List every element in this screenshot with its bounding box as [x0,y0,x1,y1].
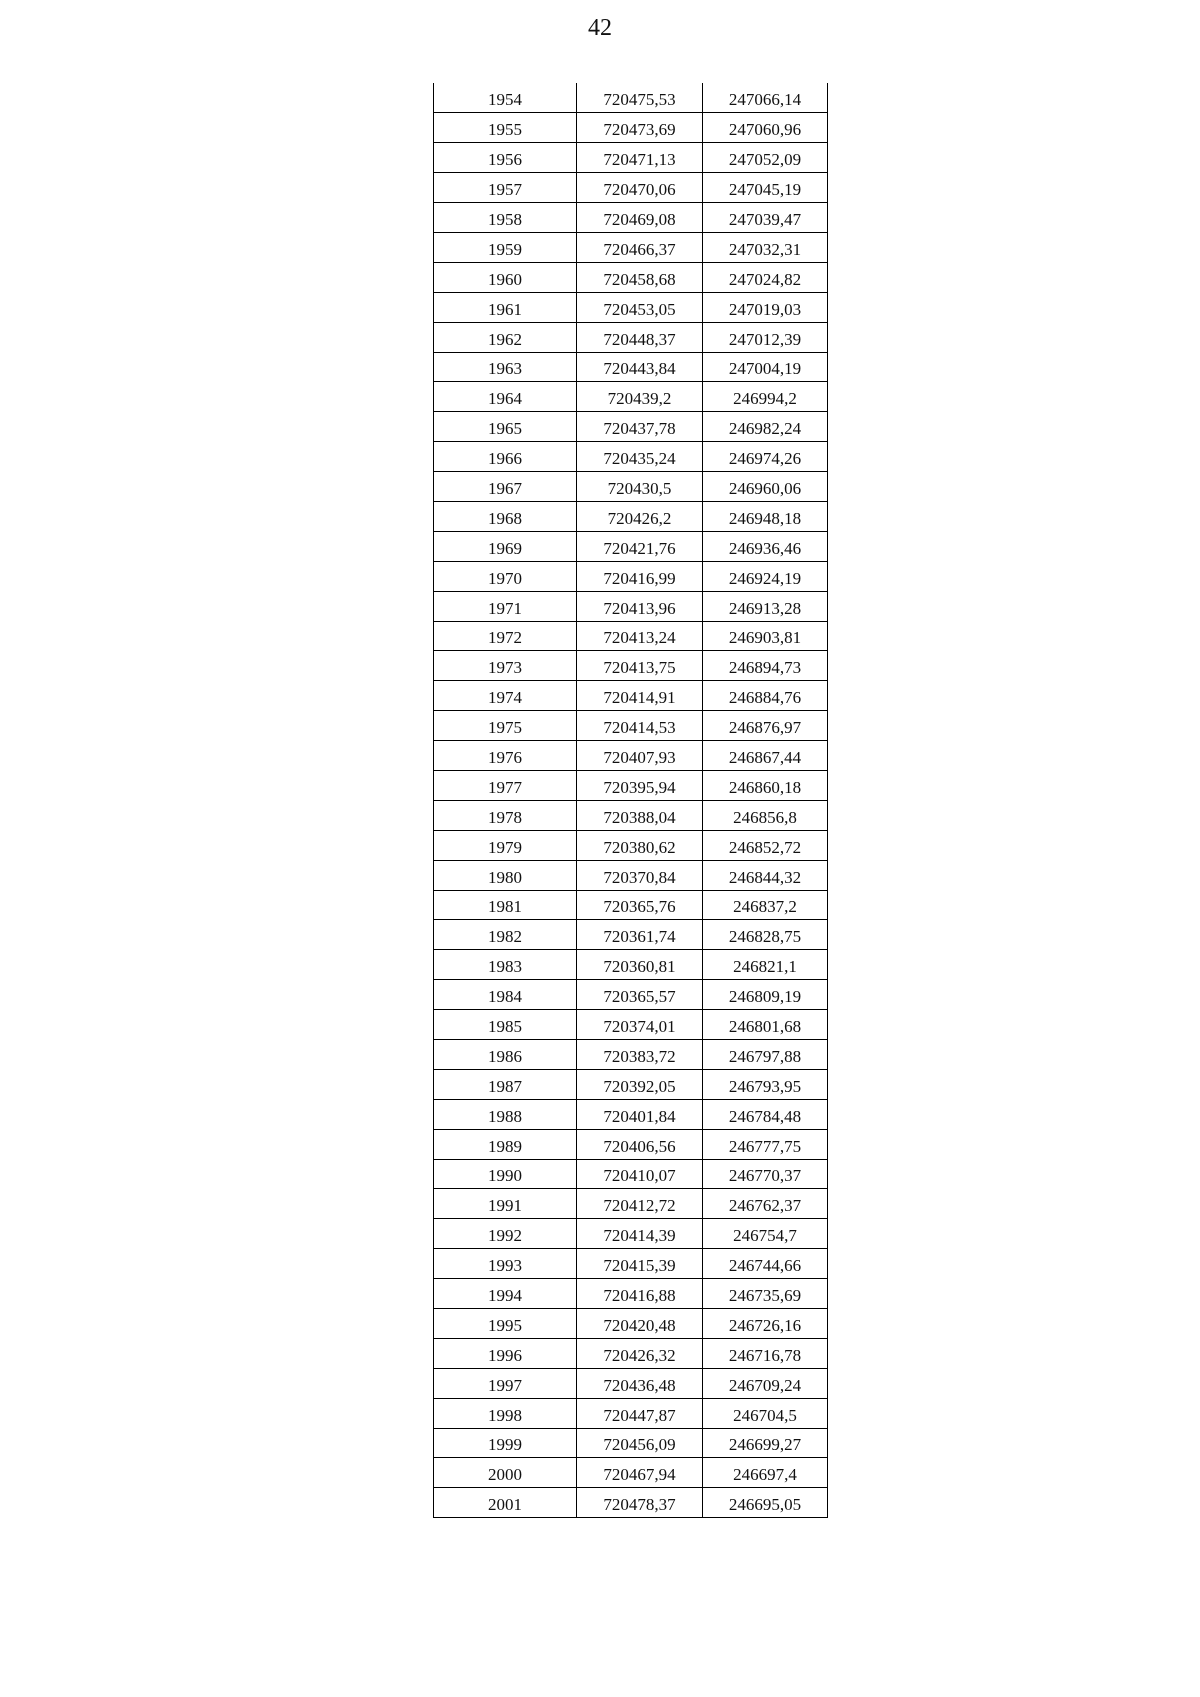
table-row [434,681,828,711]
y-coordinate-cell: 247004,19 [703,352,828,382]
point-number-cell: 1967 [434,472,577,502]
y-coordinate-cell: 246860,18 [703,770,828,800]
point-number-cell: 1985 [434,1010,577,1040]
point-number-cell: 1986 [434,1040,577,1070]
point-number-cell: 1960 [434,262,577,292]
x-coordinate-cell: 720395,94 [577,770,703,800]
point-number-cell: 1976 [434,741,577,771]
y-coordinate-cell: 247052,09 [703,143,828,173]
table-row [434,203,828,233]
x-coordinate-cell: 720401,84 [577,1099,703,1129]
table-row [434,442,828,472]
point-number-cell: 1979 [434,830,577,860]
point-number-cell: 1996 [434,1338,577,1368]
x-coordinate-cell: 720439,2 [577,382,703,412]
y-coordinate-cell: 246709,24 [703,1368,828,1398]
y-coordinate-cell: 246856,8 [703,800,828,830]
point-number-cell: 1966 [434,442,577,472]
point-number-cell: 1990 [434,1159,577,1189]
x-coordinate-cell: 720412,72 [577,1189,703,1219]
x-coordinate-cell: 720413,75 [577,651,703,681]
y-coordinate-cell: 246903,81 [703,621,828,651]
x-coordinate-cell: 720374,01 [577,1010,703,1040]
x-coordinate-cell: 720365,76 [577,890,703,920]
x-coordinate-cell: 720383,72 [577,1040,703,1070]
table-row [434,1040,828,1070]
x-coordinate-cell: 720416,99 [577,561,703,591]
y-coordinate-cell: 246960,06 [703,472,828,502]
x-coordinate-cell: 720365,57 [577,980,703,1010]
y-coordinate-cell: 246770,37 [703,1159,828,1189]
table-row [434,711,828,741]
point-number-cell: 1954 [434,83,577,113]
x-coordinate-cell: 720421,76 [577,531,703,561]
table-row [434,890,828,920]
point-number-cell: 2001 [434,1488,577,1518]
table-row [434,1458,828,1488]
point-number-cell: 1995 [434,1309,577,1339]
point-number-cell: 1968 [434,501,577,531]
table-row [434,262,828,292]
point-number-cell: 1981 [434,890,577,920]
table-row [434,531,828,561]
x-coordinate-cell: 720448,37 [577,322,703,352]
y-coordinate-cell: 246735,69 [703,1279,828,1309]
table-row [434,980,828,1010]
x-coordinate-cell: 720453,05 [577,292,703,322]
table-row [434,920,828,950]
x-coordinate-cell: 720470,06 [577,173,703,203]
table-row [434,1368,828,1398]
x-coordinate-cell: 720466,37 [577,232,703,262]
table-row [434,830,828,860]
point-number-cell: 1971 [434,591,577,621]
table-row [434,1428,828,1458]
x-coordinate-cell: 720406,56 [577,1129,703,1159]
point-number-cell: 2000 [434,1458,577,1488]
y-coordinate-cell: 246695,05 [703,1488,828,1518]
x-coordinate-cell: 720415,39 [577,1249,703,1279]
y-coordinate-cell: 246821,1 [703,950,828,980]
y-coordinate-cell: 247024,82 [703,262,828,292]
point-number-cell: 1993 [434,1249,577,1279]
y-coordinate-cell: 247019,03 [703,292,828,322]
table-row [434,83,828,113]
point-number-cell: 1977 [434,770,577,800]
point-number-cell: 1958 [434,203,577,233]
table-row [434,1159,828,1189]
y-coordinate-cell: 246716,78 [703,1338,828,1368]
point-number-cell: 1974 [434,681,577,711]
table-row [434,1189,828,1219]
point-number-cell: 1961 [434,292,577,322]
table-row [434,1398,828,1428]
y-coordinate-cell: 246982,24 [703,412,828,442]
table-row [434,1219,828,1249]
y-coordinate-cell: 246754,7 [703,1219,828,1249]
x-coordinate-cell: 720430,5 [577,472,703,502]
coordinates-table [433,83,828,1518]
y-coordinate-cell: 246801,68 [703,1010,828,1040]
x-coordinate-cell: 720388,04 [577,800,703,830]
y-coordinate-cell: 247012,39 [703,322,828,352]
table-row [434,1249,828,1279]
table-row [434,1488,828,1518]
table-row [434,1010,828,1040]
x-coordinate-cell: 720435,24 [577,442,703,472]
point-number-cell: 1988 [434,1099,577,1129]
x-coordinate-cell: 720407,93 [577,741,703,771]
point-number-cell: 1998 [434,1398,577,1428]
table-row [434,292,828,322]
y-coordinate-cell: 246994,2 [703,382,828,412]
table-row [434,770,828,800]
x-coordinate-cell: 720471,13 [577,143,703,173]
point-number-cell: 1984 [434,980,577,1010]
y-coordinate-cell: 246797,88 [703,1040,828,1070]
x-coordinate-cell: 720414,91 [577,681,703,711]
table-row [434,352,828,382]
x-coordinate-cell: 720413,96 [577,591,703,621]
y-coordinate-cell: 246852,72 [703,830,828,860]
x-coordinate-cell: 720413,24 [577,621,703,651]
x-coordinate-cell: 720447,87 [577,1398,703,1428]
y-coordinate-cell: 246948,18 [703,501,828,531]
x-coordinate-cell: 720478,37 [577,1488,703,1518]
point-number-cell: 1972 [434,621,577,651]
table-row [434,501,828,531]
point-number-cell: 1970 [434,561,577,591]
point-number-cell: 1983 [434,950,577,980]
point-number-cell: 1989 [434,1129,577,1159]
table-row [434,621,828,651]
y-coordinate-cell: 246784,48 [703,1099,828,1129]
x-coordinate-cell: 720416,88 [577,1279,703,1309]
x-coordinate-cell: 720420,48 [577,1309,703,1339]
page-number: 42 [588,15,612,41]
table-row [434,950,828,980]
table-row [434,412,828,442]
x-coordinate-cell: 720456,09 [577,1428,703,1458]
point-number-cell: 1975 [434,711,577,741]
point-number-cell: 1978 [434,800,577,830]
y-coordinate-cell: 246762,37 [703,1189,828,1219]
point-number-cell: 1994 [434,1279,577,1309]
x-coordinate-cell: 720467,94 [577,1458,703,1488]
y-coordinate-cell: 247060,96 [703,113,828,143]
y-coordinate-cell: 246793,95 [703,1069,828,1099]
x-coordinate-cell: 720410,07 [577,1159,703,1189]
point-number-cell: 1964 [434,382,577,412]
table-row [434,1279,828,1309]
x-coordinate-cell: 720361,74 [577,920,703,950]
y-coordinate-cell: 246936,46 [703,531,828,561]
table-row [434,860,828,890]
table-row [434,800,828,830]
y-coordinate-cell: 247039,47 [703,203,828,233]
y-coordinate-cell: 247032,31 [703,232,828,262]
x-coordinate-cell: 720469,08 [577,203,703,233]
table-row [434,651,828,681]
table-row [434,1338,828,1368]
point-number-cell: 1987 [434,1069,577,1099]
point-number-cell: 1973 [434,651,577,681]
table-row [434,591,828,621]
table-row [434,1069,828,1099]
x-coordinate-cell: 720436,48 [577,1368,703,1398]
y-coordinate-cell: 246837,2 [703,890,828,920]
x-coordinate-cell: 720426,32 [577,1338,703,1368]
point-number-cell: 1962 [434,322,577,352]
table-row [434,472,828,502]
point-number-cell: 1992 [434,1219,577,1249]
table-row [434,322,828,352]
table-row [434,232,828,262]
table-row [434,1309,828,1339]
y-coordinate-cell: 246924,19 [703,561,828,591]
y-coordinate-cell: 246777,75 [703,1129,828,1159]
point-number-cell: 1955 [434,113,577,143]
coordinates-table-body [434,83,828,1518]
table-row [434,1129,828,1159]
point-number-cell: 1991 [434,1189,577,1219]
y-coordinate-cell: 246876,97 [703,711,828,741]
point-number-cell: 1963 [434,352,577,382]
x-coordinate-cell: 720414,39 [577,1219,703,1249]
table-row [434,1099,828,1129]
y-coordinate-cell: 246867,44 [703,741,828,771]
x-coordinate-cell: 720360,81 [577,950,703,980]
y-coordinate-cell: 246704,5 [703,1398,828,1428]
point-number-cell: 1980 [434,860,577,890]
y-coordinate-cell: 246913,28 [703,591,828,621]
point-number-cell: 1969 [434,531,577,561]
y-coordinate-cell: 246974,26 [703,442,828,472]
table-row [434,561,828,591]
table-row [434,741,828,771]
y-coordinate-cell: 246844,32 [703,860,828,890]
y-coordinate-cell: 246884,76 [703,681,828,711]
x-coordinate-cell: 720475,53 [577,83,703,113]
y-coordinate-cell: 246699,27 [703,1428,828,1458]
y-coordinate-cell: 246894,73 [703,651,828,681]
point-number-cell: 1959 [434,232,577,262]
x-coordinate-cell: 720414,53 [577,711,703,741]
x-coordinate-cell: 720380,62 [577,830,703,860]
table-row [434,143,828,173]
x-coordinate-cell: 720443,84 [577,352,703,382]
y-coordinate-cell: 247045,19 [703,173,828,203]
point-number-cell: 1965 [434,412,577,442]
table-row [434,173,828,203]
y-coordinate-cell: 246726,16 [703,1309,828,1339]
y-coordinate-cell: 246828,75 [703,920,828,950]
x-coordinate-cell: 720473,69 [577,113,703,143]
point-number-cell: 1997 [434,1368,577,1398]
point-number-cell: 1956 [434,143,577,173]
y-coordinate-cell: 247066,14 [703,83,828,113]
point-number-cell: 1982 [434,920,577,950]
table-row [434,382,828,412]
table-row [434,113,828,143]
point-number-cell: 1957 [434,173,577,203]
x-coordinate-cell: 720426,2 [577,501,703,531]
x-coordinate-cell: 720458,68 [577,262,703,292]
x-coordinate-cell: 720392,05 [577,1069,703,1099]
point-number-cell: 1999 [434,1428,577,1458]
y-coordinate-cell: 246697,4 [703,1458,828,1488]
x-coordinate-cell: 720370,84 [577,860,703,890]
x-coordinate-cell: 720437,78 [577,412,703,442]
y-coordinate-cell: 246744,66 [703,1249,828,1279]
y-coordinate-cell: 246809,19 [703,980,828,1010]
